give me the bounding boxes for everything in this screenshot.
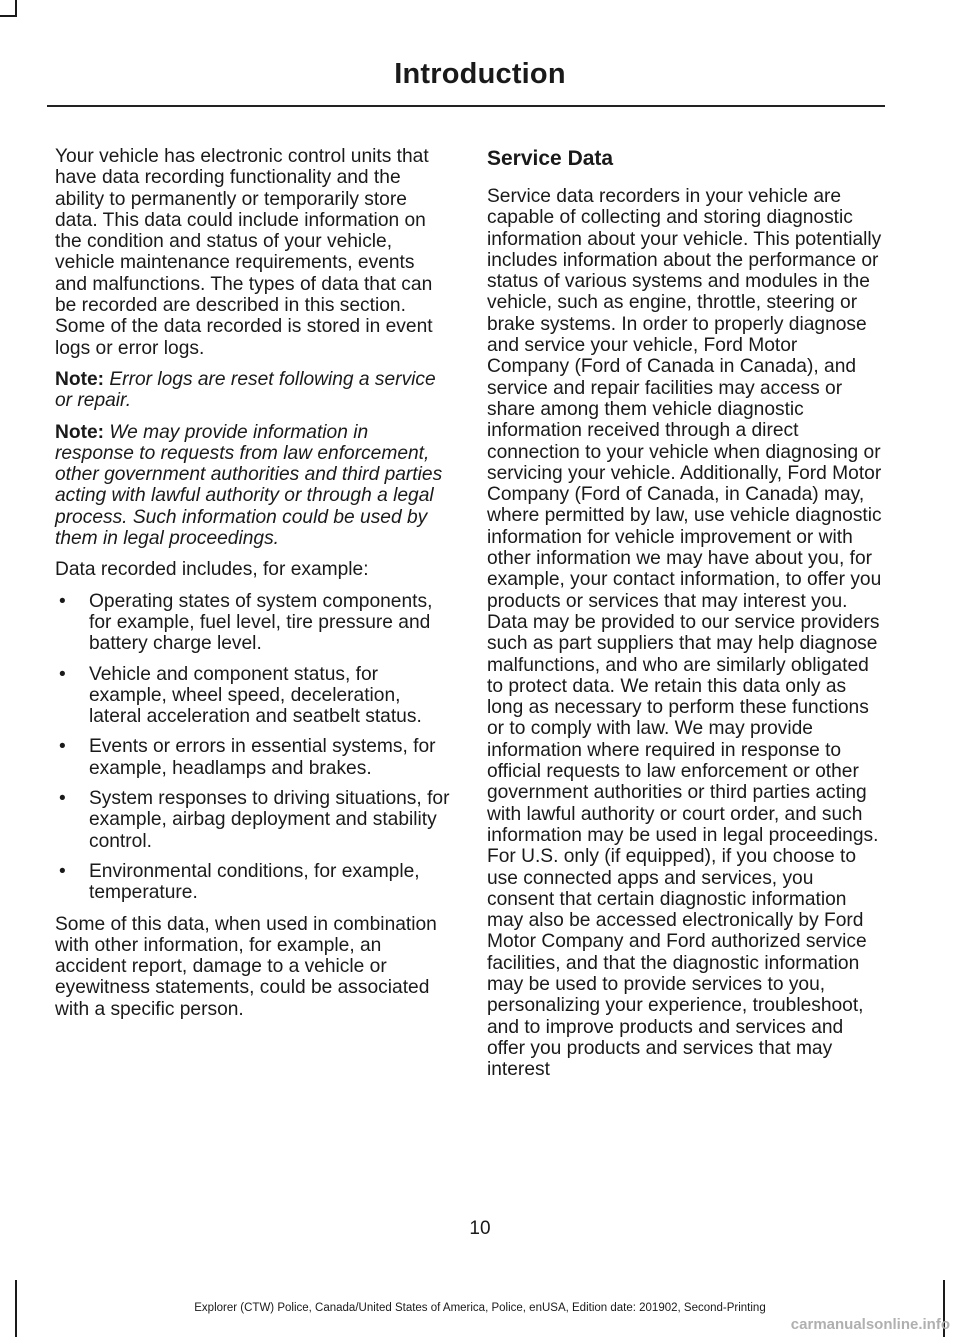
note-error-logs	[55, 369, 450, 412]
list-item	[55, 664, 450, 728]
list-item-text: Environmental conditions, for example, temperature.	[89, 860, 420, 904]
note-law-enforcement	[55, 422, 450, 550]
bullet-icon: •	[59, 590, 66, 612]
crop-mark-top-left-h	[0, 15, 17, 17]
footer-edition-info: Explorer (CTW) Police, Canada/United States of America, Police, enUSA, Edition date: 201902, Second-Printing	[194, 1302, 766, 1314]
right-column	[487, 146, 882, 1090]
watermark: carmanualsonline.info	[790, 1316, 950, 1333]
list-item-text: System responses to driving situations, for example, airbag deployment and stability control.	[89, 788, 450, 852]
closing-paragraph: Some of this data, when used in combination with other information, for example, an accident report, damage to a vehicle or eyewitness statements, could be associated with a specific person.	[55, 913, 437, 1020]
bullet-icon: •	[59, 663, 66, 685]
list-item-text: Vehicle and component status, for example, wheel speed, deceleration, lateral acceleration and seatbelt status.	[89, 663, 422, 728]
list-item	[55, 861, 450, 904]
note-label: Note:	[55, 368, 105, 390]
data-recorded-intro: Data recorded includes, for example:	[55, 559, 369, 581]
bullet-icon: •	[59, 788, 66, 810]
intro-paragraph: Your vehicle has electronic control units that have data recording functionality and the ability to permanently or temporarily store data. This data could include information on the condition and status of your vehicle, vehicle maintenance requirements, events and malfunctions. The types of data that can be recorded are described in this section. Some of the data recorded is stored in event logs or error logs.	[55, 146, 433, 359]
note-text: We may provide information in response to requests from law enforcement, other government authorities and third parties acting with lawful authority or through a legal process. Such information could be used by them in legal proceedings.	[55, 421, 443, 550]
list-item	[55, 788, 450, 852]
left-column	[55, 146, 450, 1030]
note-text: Error logs are reset following a service or repair.	[55, 368, 436, 412]
header-divider	[47, 105, 885, 107]
list-item	[55, 591, 450, 655]
bullet-icon: •	[59, 860, 66, 882]
bullet-icon: •	[59, 736, 66, 758]
list-item-text: Operating states of system components, for example, fuel level, tire pressure and battery charge level.	[89, 590, 433, 655]
data-recorded-list	[55, 591, 450, 904]
list-item	[55, 736, 450, 779]
section-heading: Service Data	[487, 147, 614, 170]
service-data-paragraph: Service data recorders in your vehicle are capable of collecting and storing diagnostic information about your vehicle. This potentially includes information about the performance or status of various systems and modules in the vehicle, such as engine, throttle, steering or brake systems. In order to properly diagnose and service your vehicle, Ford Motor Company (Ford of Canada in Canada), and service and repair facilities may access or share among them vehicle diagnostic information received through a direct connection to your vehicle when diagnosing or servicing your vehicle. Additionally, Ford Motor Company (Ford of Canada, in Canada) may, where permitted by law, use vehicle diagnostic information for vehicle improvement or with other information we may have about you, for example, your contact information, to offer you products or services that may interest you. Data may be provided to our service providers such as part suppliers that may help diagnose malfunctions, and who are similarly obligated to protect data. We retain this data only as long as necessary to perform these functions or to comply with law. We may provide information where required in response to official requests to law enforcement or other government authorities or third parties acting with lawful authority or court order, and such information may be used in legal proceedings. For U.S. only (if equipped), if you choose to use connected apps and services, you consent that certain diagnostic information may also be accessed electronically by Ford Motor Company and Ford authorized service facilities, and that the diagnostic information may be used to provide services to you, personalizing your experience, troubleshoot, and to improve products and services and offer you products and services that may interest	[487, 186, 882, 1081]
list-item-text: Events or errors in essential systems, for example, headlamps and brakes.	[89, 736, 436, 779]
note-label: Note:	[55, 421, 105, 443]
page-title: Introduction	[394, 58, 566, 90]
page-number: 10	[469, 1218, 491, 1239]
